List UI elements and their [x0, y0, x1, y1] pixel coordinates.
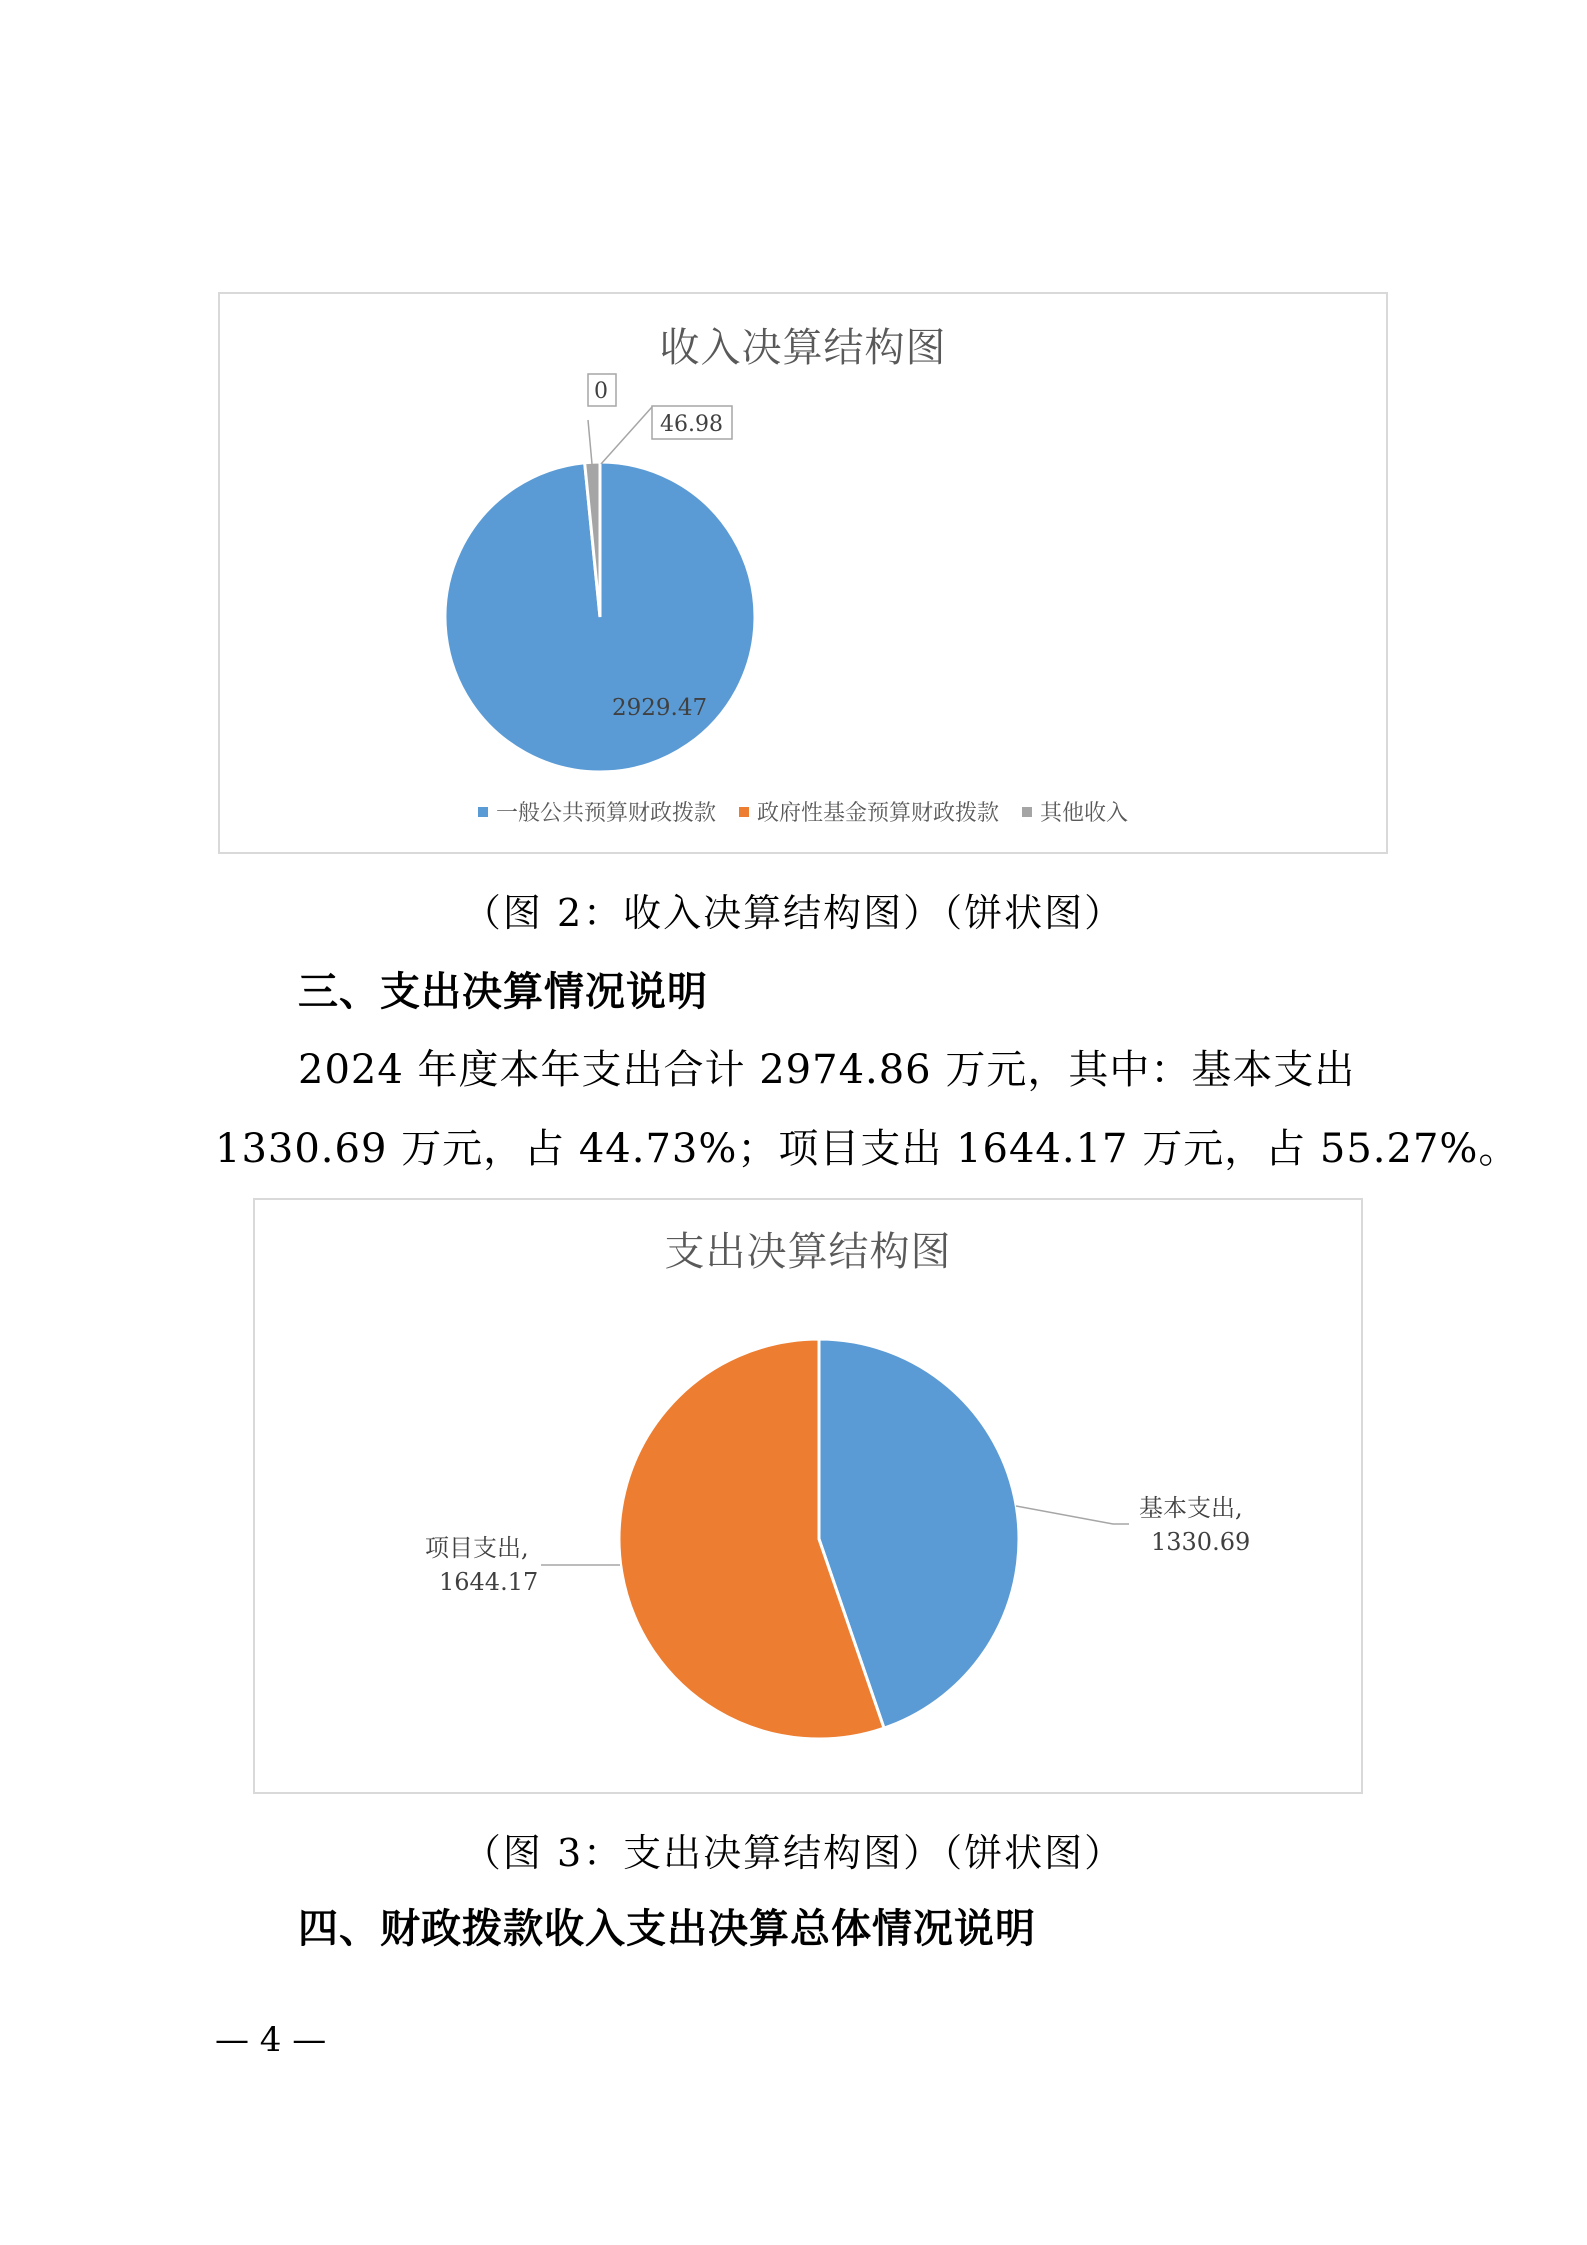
paragraph-line: 1330.69 万元，占 44.73%；项目支出 1644.17 万元，占 55.27%。 [215, 1126, 1520, 1172]
figure-caption: （图 3：支出决算结构图）（饼状图） [462, 1831, 1125, 1875]
page-number: — 4 — [215, 2020, 327, 2060]
chart-title: 支出决算结构图 [664, 1229, 952, 1275]
data-label: 1330.69 [1151, 1528, 1251, 1556]
income-pie-svg [220, 294, 1386, 852]
leader-line [601, 407, 652, 464]
income-pie-chart [218, 292, 1388, 854]
legend-swatch [1022, 807, 1032, 817]
legend-label: 政府性基金预算财政拨款 [756, 801, 999, 826]
chart-title: 收入决算结构图 [659, 325, 947, 371]
leader-line [1016, 1506, 1129, 1524]
legend-item [478, 796, 716, 827]
legend-item [739, 796, 999, 827]
section-heading: 三、支出决算情况说明 [298, 969, 708, 1015]
legend-label: 其他收入 [1040, 801, 1129, 826]
chart-legend [220, 796, 1386, 827]
legend-item [1022, 796, 1128, 827]
legend-label: 一般公共预算财政拨款 [495, 801, 716, 826]
leader-line [588, 420, 592, 464]
legend-swatch [478, 807, 488, 817]
legend-swatch [739, 807, 749, 817]
data-label: 0 [594, 379, 608, 404]
data-label: 2929.47 [612, 695, 708, 721]
data-label: 基本支出, [1139, 1494, 1243, 1522]
expenditure-pie-svg [255, 1200, 1361, 1792]
section-heading: 四、财政拨款收入支出决算总体情况说明 [298, 1906, 1036, 1952]
figure-caption: （图 2：收入决算结构图）（饼状图） [462, 891, 1125, 935]
expenditure-pie-chart [253, 1198, 1363, 1794]
data-label: 1644.17 [439, 1568, 539, 1596]
data-label: 46.98 [660, 412, 723, 437]
data-label: 项目支出, [425, 1534, 529, 1562]
paragraph-line: 2024 年度本年支出合计 2974.86 万元，其中：基本支出 [298, 1047, 1356, 1093]
